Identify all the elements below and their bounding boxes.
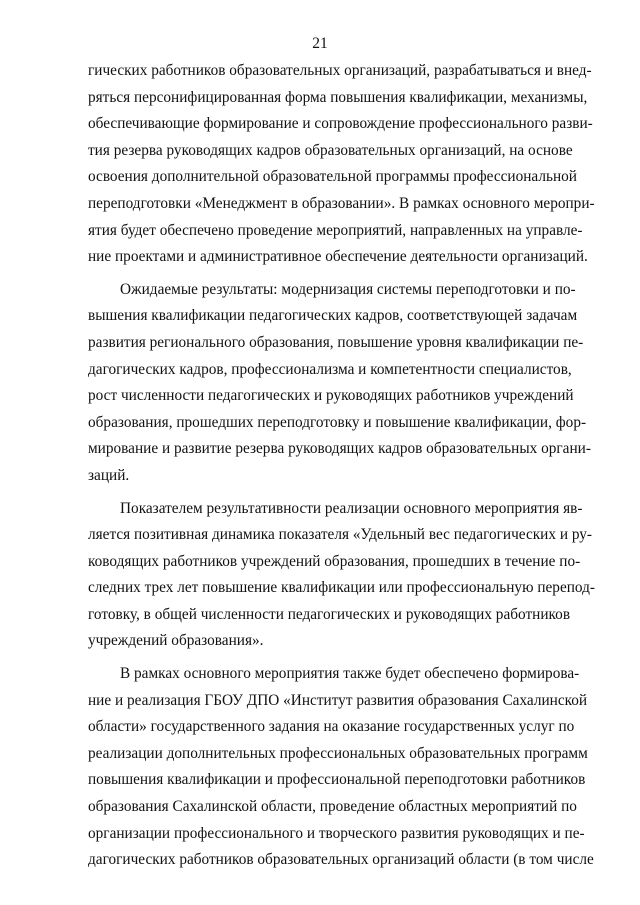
text-line: реализации дополнительных профессиональных образовательных программ: [88, 744, 588, 762]
paragraph: [88, 661, 594, 874]
text-line: ние и реализация ГБОУ ДПО «Институт развития образования Сахалинской: [88, 691, 588, 709]
text-line: заций.: [88, 466, 130, 484]
text-line: области» государственного задания на оказание государственных услуг по: [88, 718, 575, 736]
text-line: образования Сахалинской области, проведение областных мероприятий по: [88, 798, 577, 816]
text-line: организации профессионального и творческого развития руководящих и пе-: [88, 824, 585, 842]
text-line: вышения квалификации педагогических кадров, соответствующей задачам: [88, 307, 578, 325]
text-line: учреждений образования».: [88, 632, 264, 650]
text-line: ние проектами и административное обеспечение деятельности организаций.: [88, 248, 588, 266]
text-line: ляется позитивная динамика показателя «Удельный вес педагогических и ру-: [88, 526, 593, 544]
text-line: тия резерва руководящих кадров образовательных организаций, на основе: [88, 141, 573, 159]
text-line: В рамках основного мероприятия также будет обеспечено формирова-: [120, 665, 580, 683]
paragraph: [88, 496, 596, 656]
text-line: переподготовки «Менеджмент в образовании». В рамках основного меропри-: [88, 194, 595, 212]
text-line: образования, прошедших переподготовку и повышение квалификации, фор-: [88, 413, 587, 431]
text-line: развития регионального образования, повышение уровня квалификации пе-: [88, 333, 584, 351]
text-line: гических работников образовательных организаций, разрабатываться и внед-: [88, 62, 592, 79]
text-line: Показателем результативности реализации основного мероприятия яв-: [120, 499, 583, 517]
text-line: обеспечивающие формирование и сопровождение профессионального разви-: [88, 115, 593, 133]
text-line: дагогических кадров, профессионализма и компетентности специалистов,: [88, 360, 572, 378]
text-line: освоения дополнительной образовательной программы профессиональной: [88, 168, 577, 186]
document-body: [88, 58, 596, 874]
text-line: ряться персонифицированная форма повышения квалификации, механизмы,: [88, 88, 588, 106]
text-line: готовку, в общей численности педагогических и руководящих работников: [88, 605, 571, 623]
paragraph: [88, 277, 591, 490]
text-line: рост численности педагогических и руководящих работников учреждений: [88, 387, 574, 405]
text-line: ятия будет обеспечено проведение мероприятий, направленных на управле-: [88, 221, 583, 239]
text-line: мирование и развитие резерва руководящих кадров образовательных органи-: [88, 440, 591, 458]
text-line: Ожидаемые результаты: модернизация системы переподготовки и по-: [120, 280, 576, 298]
text-line: ководящих работников учреждений образования, прошедших в течение по-: [88, 552, 581, 570]
text-line: повышения квалификации и профессиональной переподготовки работников: [88, 771, 586, 789]
text-line: дагогических работников образовательных организаций области (в том числе: [88, 851, 594, 869]
page-number: 21: [312, 35, 328, 52]
paragraph: [88, 58, 595, 271]
text-line: следних трех лет повышение квалификации или профессиональную перепод-: [88, 579, 596, 597]
